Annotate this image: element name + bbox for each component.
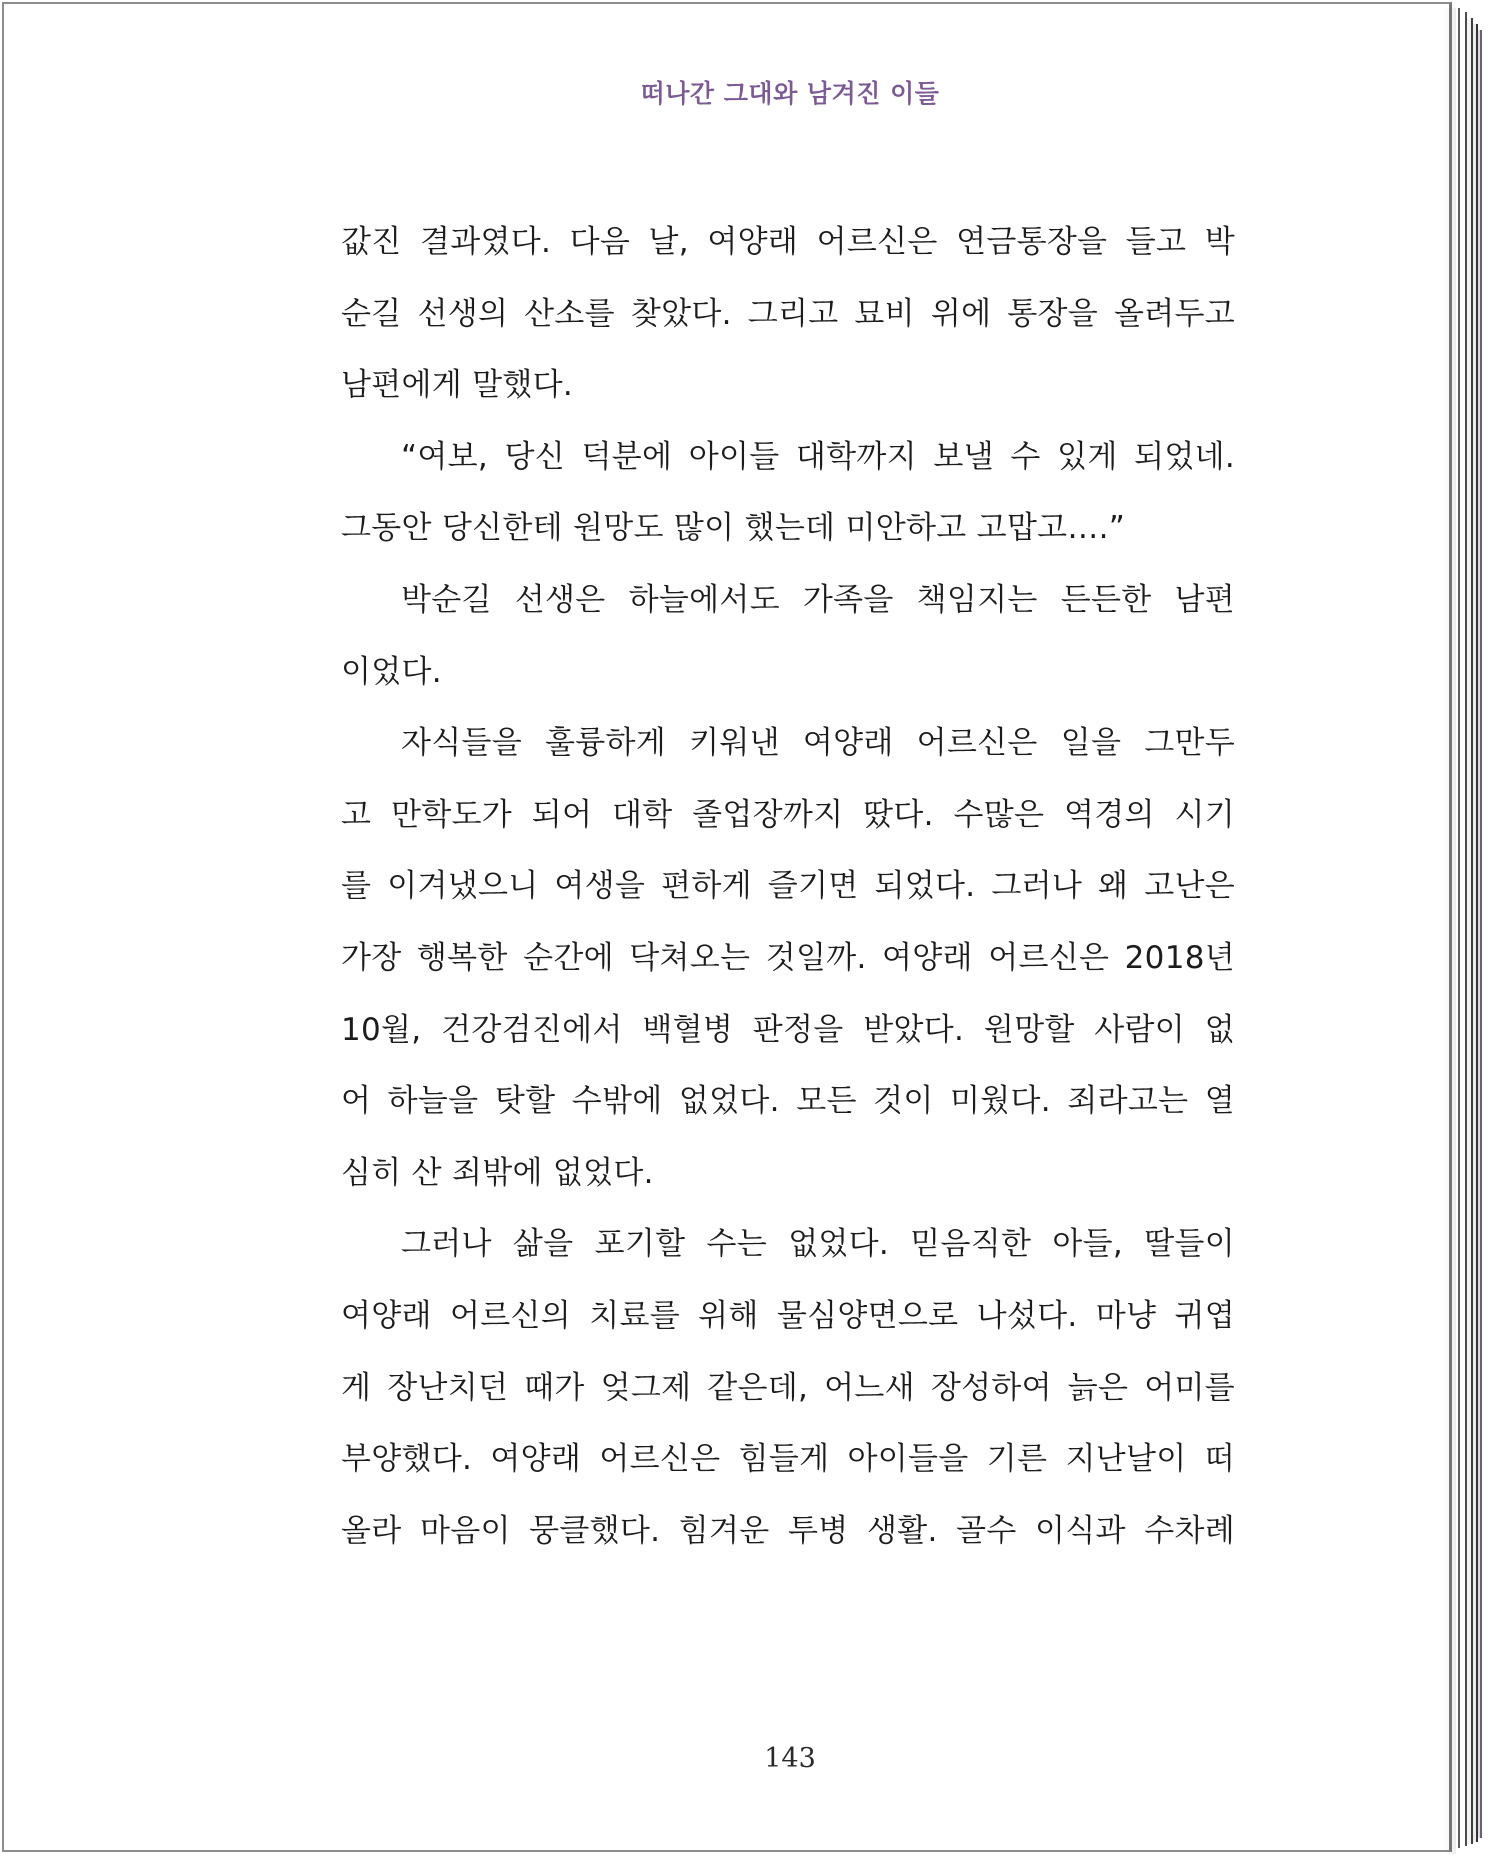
- running-header: 떠나간 그대와 남겨진 이들: [640, 79, 940, 108]
- text-line: 박순길 선생은 하늘에서도 가족을 책임지는 든든한 남편: [401, 581, 1235, 618]
- text-line: 어 하늘을 탓할 수밖에 없었다. 모든 것이 미웠다. 죄라고는 열: [341, 1083, 1235, 1120]
- page-edge: [1478, 30, 1482, 1838]
- page-shade: [1444, 8, 1456, 1854]
- page-edge: [1473, 24, 1478, 1842]
- body-text: [341, 207, 1235, 1567]
- text-line: 값진 결과였다. 다음 날, 여양래 어르신은 연금통장을 들고 박: [341, 224, 1235, 260]
- page-number: 143: [764, 1743, 816, 1774]
- page-edge: [1460, 12, 1467, 1846]
- text-line: 심히 산 죄밖에 없었다.: [341, 1154, 654, 1191]
- text-line: 남편에게 말했다.: [341, 367, 574, 404]
- text-line: 올라 마음이 뭉클했다. 힘겨운 투병 생활. 골수 이식과 수차례: [341, 1512, 1235, 1549]
- text-line: 이었다.: [341, 653, 442, 690]
- text-line: 여양래 어르신의 치료를 위해 물심양면으로 나섰다. 마냥 귀엽: [341, 1297, 1235, 1334]
- text-line: 가장 행복한 순간에 닥쳐오는 것일까. 여양래 어르신은 2018년: [341, 939, 1235, 976]
- text-line: 10월, 건강검진에서 백혈병 판정을 받았다. 원망할 사람이 없: [341, 1011, 1235, 1048]
- text-line: 자식들을 훌륭하게 키워낸 여양래 어르신은 일을 그만두: [401, 725, 1235, 762]
- text-line: 그동안 당신한테 원망도 많이 했는데 미안하고 고맙고….”: [341, 510, 1126, 547]
- page-edge: [1467, 18, 1473, 1844]
- text-line: 부양했다. 여양래 어르신은 힘들게 아이들을 기른 지난날이 떠: [341, 1441, 1235, 1478]
- text-line: 순길 선생의 산소를 찾았다. 그리고 묘비 위에 통장을 올려두고: [341, 295, 1235, 332]
- text-line: 게 장난치던 때가 엊그제 같은데, 어느새 장성하여 늙은 어미를: [341, 1369, 1235, 1406]
- text-line: 를 이겨냈으니 여생을 편하게 즐기면 되었다. 그러나 왜 고난은: [341, 868, 1235, 905]
- text-line: “여보, 당신 덕분에 아이들 대학까지 보낼 수 있게 되었네.: [401, 438, 1235, 475]
- text-line: 그러나 삶을 포기할 수는 없었다. 믿음직한 아들, 딸들이: [401, 1226, 1235, 1263]
- text-line: 고 만학도가 되어 대학 졸업장까지 땄다. 수많은 역경의 시기: [341, 796, 1235, 833]
